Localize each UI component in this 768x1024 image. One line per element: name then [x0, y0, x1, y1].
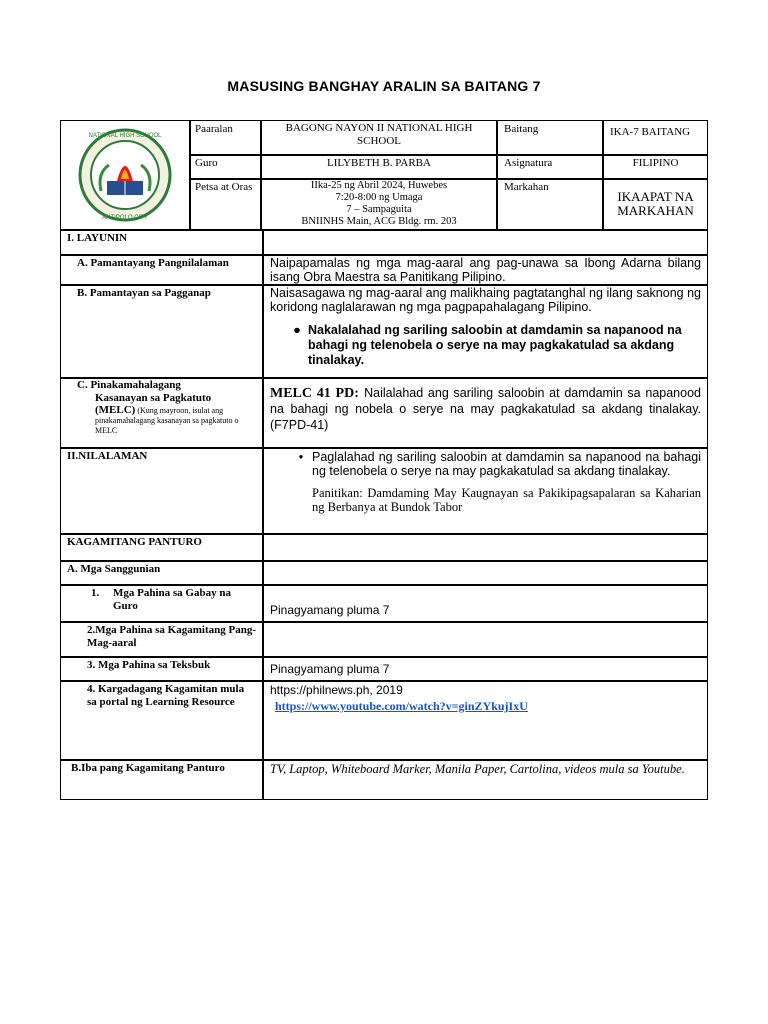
iba-label: B.Iba pang Kagamitang Panturo: [71, 762, 225, 774]
item1-label: Mga Pahina sa Gabay na Guro: [113, 587, 231, 612]
pangnilalaman-text: Naipapamalas ng mga mag-aaral ang pag-unawa sa Ibong Adarna bilang isang Obra Maestra sa Panitikang Pilipino.: [270, 256, 701, 284]
paaralan-value: BAGONG NAYON II NATIONAL HIGH SCHOOL: [285, 122, 473, 147]
pagganap-label: B. Pamantayan sa Pagganap: [77, 287, 211, 299]
petsa-line: 7 – Sampaguita: [346, 204, 412, 215]
svg-text:NATIONAL HIGH SCHOOL: NATIONAL HIGH SCHOOL: [88, 133, 162, 139]
sanggunian-label: A. Mga Sanggunian: [67, 563, 161, 575]
petsa-label-cell: [190, 179, 261, 230]
pagganap-text-cell: [263, 285, 708, 378]
layunin-empty-cell: [263, 230, 708, 255]
item2-label-cell: [60, 622, 263, 657]
item3-label-cell: [60, 657, 263, 681]
markahan-label-cell: [497, 179, 603, 230]
petsa-label: Petsa at Oras: [195, 181, 253, 193]
paaralan-label-cell: [190, 120, 261, 155]
pagganap-bullet: [270, 323, 701, 368]
item1-num: 1.: [91, 587, 100, 599]
item4-value: https://philnews.ph, 2019: [270, 683, 403, 697]
item3-value-cell: [263, 657, 708, 681]
melc-label-tag: (MELC): [95, 404, 136, 416]
nilalaman-bullet: [270, 450, 701, 478]
document-title: MASUSING BANGHAY ARALIN SA BAITANG 7: [227, 78, 541, 94]
baitang-value: IKA-7 BAITANG: [610, 126, 691, 138]
guro-label: Guro: [195, 157, 218, 169]
item1-value-cell: [263, 585, 708, 622]
pangnilalaman-label: A. Pamantayang Pangnilalaman: [77, 257, 229, 269]
baitang-value-cell: [603, 120, 708, 155]
melc-label-line3: [77, 405, 256, 436]
markahan-label: Markahan: [504, 181, 549, 193]
melc-label-line1: C. Pinakamahalagang: [77, 379, 181, 391]
logo-cell: [60, 120, 190, 230]
nilalaman-bullet-text: Paglalahad ng sariling saloobin at damdamin sa napanood na bahagi ng telenobela o serye na may pagkakatulad sa akdang tinalakay.: [312, 450, 701, 478]
kagamitan-empty-cell: [263, 534, 708, 561]
item4-label-cell: [60, 681, 263, 760]
nilalaman-text-cell: [263, 448, 708, 534]
paaralan-label: Paaralan: [195, 123, 233, 135]
pagganap-label-cell: [60, 285, 263, 378]
kagamitan-heading: KAGAMITANG PANTURO: [67, 536, 202, 548]
iba-value: TV, Laptop, Whiteboard Marker, Manila Paper, Cartolina, videos mula sa Youtube.: [270, 762, 685, 776]
layunin-heading-cell: [60, 230, 263, 255]
melc-label-line2: Kasanayan sa Pagkatuto: [95, 392, 212, 404]
petsa-line: IIka-25 ng Abril 2024, Huwebes: [310, 180, 448, 191]
svg-text:ANTIPOLO CITY: ANTIPOLO CITY: [102, 215, 148, 221]
baitang-label: Baitang: [504, 123, 539, 135]
sanggunian-empty-cell: [263, 561, 708, 585]
item3-label: 3. Mga Pahina sa Teksbuk: [87, 659, 211, 671]
kagamitan-heading-cell: [60, 534, 263, 561]
melc-code: MELC 41 PD:: [270, 386, 359, 401]
iba-value-cell: [263, 760, 708, 800]
pagganap-text: Naisasagawa ng mag-aaral ang malikhaing pagtatanghal ng ilang saknong ng koridong naglalarawan ng mga pagpapahalagang Pilipino.: [270, 286, 701, 314]
melc-note: (Kung mayroon, isulat ang pinakamahalagang kasanayan sa pagkatuto o MELC: [95, 406, 239, 435]
baitang-label-cell: [497, 120, 603, 155]
bullet-dot-icon: ●: [293, 323, 301, 337]
pangnilalaman-label-cell: [60, 255, 263, 285]
guro-value-cell: [261, 155, 497, 179]
paaralan-value-cell: [261, 120, 497, 155]
guro-value: LILYBETH B. PARBA: [327, 157, 431, 169]
item2-label: 2.Mga Pahina sa Kagamitang Pang-Mag-aaral: [87, 624, 256, 649]
petsa-line: 7:20-8:00 ng Umaga: [335, 192, 423, 203]
pagganap-bullet-text: Nakalalahad ng sariling saloobin at damdamin sa napanood na bahagi ng telenobela o serye na may pagkakatulad sa akdang tinalakay.: [308, 323, 682, 367]
item3-value: Pinagyamang pluma 7: [270, 662, 390, 676]
item4-label: 4. Kargadagang Kagamitan mula sa portal ng Learning Resource: [87, 683, 245, 708]
iba-label-cell: [60, 760, 263, 800]
asignatura-label: Asignatura: [504, 157, 553, 169]
asignatura-label-cell: [497, 155, 603, 179]
petsa-value-cell: [261, 179, 497, 230]
pangnilalaman-text-cell: [263, 255, 708, 285]
layunin-heading: I. LAYUNIN: [67, 232, 128, 244]
melc-text: Nailalahad ang sariling saloobin at damdamin sa napanood na bahagi ng nobela o serye na may pagkakatulad sa akdang tinalakay. (F7PD-41): [270, 386, 701, 432]
petsa-line: BNIINHS Main, ACG Bldg. rm. 203: [301, 216, 457, 227]
item1-label-cell: [60, 585, 263, 622]
item2-value-cell: [263, 622, 708, 657]
bullet-dot-icon: •: [298, 450, 304, 464]
item4-value-cell: [263, 681, 708, 760]
asignatura-value: FILIPINO: [632, 157, 679, 169]
nilalaman-heading: II.NILALAMAN: [67, 450, 148, 462]
guro-label-cell: [190, 155, 261, 179]
markahan-value-cell: [603, 179, 708, 230]
school-seal-logo: [61, 121, 189, 229]
melc-text-cell: [263, 378, 708, 448]
melc-label-cell: [60, 378, 263, 448]
nilalaman-panitikan: Panitikan: Damdaming May Kaugnayan sa Pakikipagsapalaran sa Kaharian ng Berbanya at Bundok Tabor: [312, 486, 701, 514]
sanggunian-label-cell: [60, 561, 263, 585]
markahan-value: IKAAPAT NA MARKAHAN: [617, 189, 694, 218]
youtube-link[interactable]: https://www.youtube.com/watch?v=ginZYkujIxU: [275, 699, 528, 713]
nilalaman-heading-cell: [60, 448, 263, 534]
asignatura-value-cell: [603, 155, 708, 179]
item1-value: Pinagyamang pluma 7: [270, 603, 390, 617]
